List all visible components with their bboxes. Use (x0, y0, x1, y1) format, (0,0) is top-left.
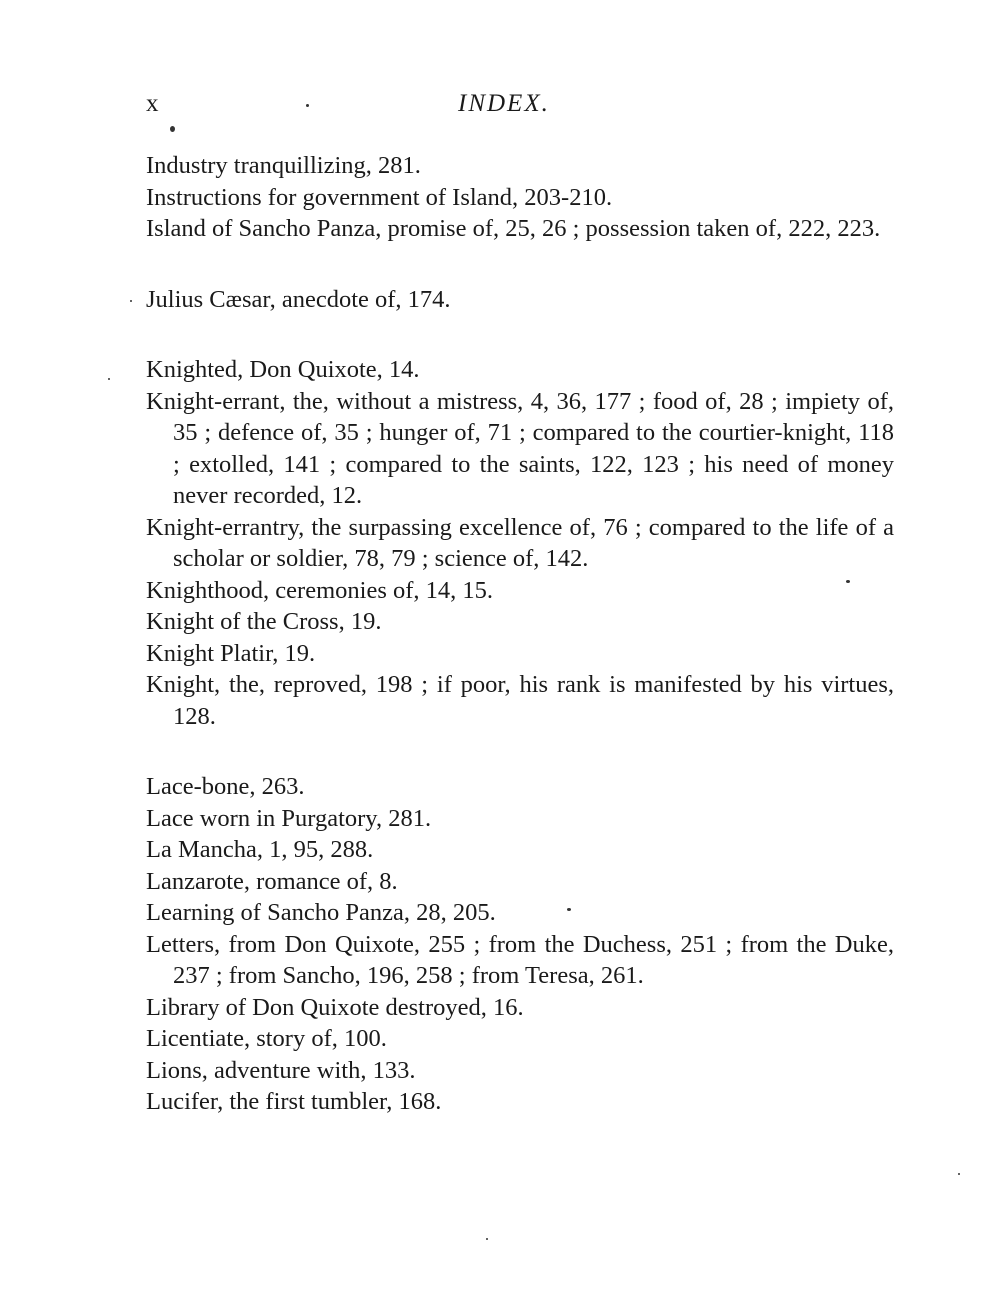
scan-speck (306, 104, 309, 107)
scan-speck (958, 1173, 960, 1175)
page-header (146, 88, 906, 128)
index-entry: Instructions for government of Island, 203-210. (146, 183, 613, 211)
index-entry: Knighted, Don Quixote, 14. (146, 356, 420, 383)
index-entry: Knight of the Cross, 19. (146, 608, 382, 635)
index-entry: Licentiate, story of, 100. (146, 1025, 387, 1052)
index-entry: Knight, the, reproved, 198 ; if poor, his rank is manifested by his virtues, 128. (146, 671, 894, 730)
scan-speck (846, 580, 850, 583)
scan-speck (567, 908, 571, 911)
index-entry: Letters, from Don Quixote, 255 ; from the Duchess, 251 ; from the Duke, 237 ; from Sancho, 196, 258 ; from Teresa, 261. (146, 930, 894, 989)
index-entry: Island of Sancho Panza, promise of, 25, 26 ; possession taken of, 222, 223. (146, 215, 881, 242)
scan-speck (486, 1238, 488, 1240)
index-entry: Julius Cæsar, anecdote of, 174. (146, 285, 451, 313)
scan-speck (130, 300, 132, 302)
running-title: INDEX. (458, 90, 550, 117)
index-entry: Knight-errant, the, without a mistress, 4, 36, 177 ; food of, 28 ; impiety of, 35 ; defence of, 35 ; hunger of, 71 ; compared to the courtier-knight, 118 ; extolled, 141 ; compared to the saints, 122, 123 ; his need of money never recorded, 12. (146, 387, 894, 509)
index-list (146, 150, 894, 1118)
page-number: x (146, 90, 160, 117)
index-entry: Industry tranquillizing, 281. (146, 152, 421, 179)
index-entry: Lucifer, the first tumbler, 168. (146, 1088, 442, 1115)
index-entry: La Mancha, 1, 95, 288. (146, 836, 374, 863)
scan-speck (170, 126, 175, 132)
index-entry: Knighthood, ceremonies of, 14, 15. (146, 576, 494, 604)
index-entry: Library of Don Quixote destroyed, 16. (146, 993, 524, 1021)
index-entry: Lions, adventure with, 133. (146, 1056, 416, 1084)
index-entry: Lace-bone, 263. (146, 773, 305, 800)
index-entry: Learning of Sancho Panza, 28, 205. (146, 899, 496, 926)
index-entry: Lanzarote, romance of, 8. (146, 867, 398, 895)
scan-speck (108, 378, 110, 380)
index-entry: Knight Platir, 19. (146, 639, 316, 667)
index-entry: Knight-errantry, the surpassing excellence of, 76 ; compared to the life of a scholar or soldier, 78, 79 ; science of, 142. (146, 513, 894, 572)
index-entry: Lace worn in Purgatory, 281. (146, 804, 432, 832)
